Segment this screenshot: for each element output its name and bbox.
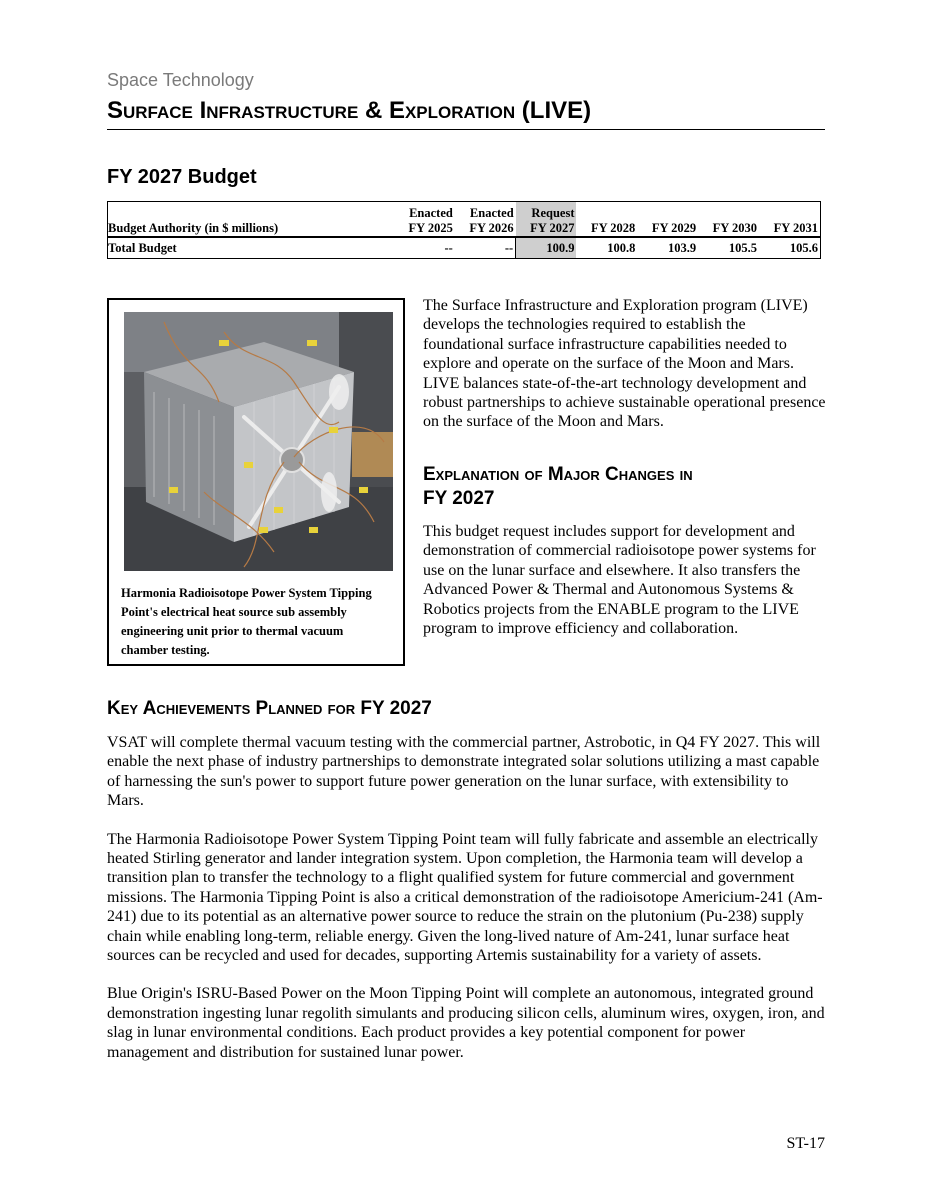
- budget-cell: --: [394, 237, 455, 259]
- budget-column-header: FY 2028: [576, 202, 637, 238]
- budget-cell: 105.6: [759, 237, 821, 259]
- budget-column-header-request: Request FY 2027: [516, 202, 577, 238]
- budget-column-header: FY 2031: [759, 202, 821, 238]
- budget-row-total: [108, 237, 821, 259]
- changes-paragraph: This budget request includes support for development and demonstration of commercial radioisotope power systems for use on the lunar surface and elsewhere. It also transfers the Advanced Power & Thermal and Autonomous Systems & Robotics projects from the ENABLE program to the LIVE program to improve efficiency and collaboration.: [423, 523, 816, 638]
- budget-cell: 103.9: [637, 237, 698, 259]
- budget-column-header: Enacted FY 2026: [455, 202, 516, 238]
- page-number: ST-17: [786, 1135, 825, 1152]
- section-label: Space Technology: [107, 70, 254, 90]
- achievement-paragraph: VSAT will complete thermal vacuum testing with the commercial partner, Astrobotic, in Q4 FY 2027. This will enable the next phase of industry partnerships to demonstrate integrated solar solutions utilizing a mast capable of harnessing the sun's power to support future power generation on the lunar surface, with extensibility to Mars.: [107, 734, 821, 810]
- budget-cell-request: 100.9: [516, 237, 577, 259]
- intro-paragraph: The Surface Infrastructure and Exploration program (LIVE) develops the technologies required to establish the foundational surface infrastructure capabilities needed to explore and operate on the surface of the Moon and Mars. LIVE balances state-of-the-art technology development and robust partnerships to achieve sustainable operational presence on the surface of the Moon and Mars.: [423, 297, 826, 431]
- hardware-photo: [124, 312, 393, 571]
- document-page: [107, 0, 825, 1200]
- budget-table: [107, 201, 821, 259]
- budget-column-header: FY 2030: [698, 202, 759, 238]
- budget-header-row: [108, 202, 821, 238]
- figure-caption: Harmonia Radioisotope Power System Tipping Point's electrical heat source sub assembly engineering unit prior to thermal vacuum chamber testing.: [121, 586, 372, 657]
- budget-cell: 105.5: [698, 237, 759, 259]
- achievement-paragraph: The Harmonia Radioisotope Power System Tipping Point team will fully fabricate and assemble an electrically heated Stirling generator and lander integration system. Upon completion, the Harmonia team will develop a transition plan to transfer the technology to a flight qualified system for future commercial and government missions. The Harmonia Tipping Point is also a critical demonstration of the radioisotope Americium-241 (Am-241) due to its potential as an alternative power source to reduce the strain on the plutonium (Pu-238) supply chain while enabling long-term, reliable energy. Given the long-lived nature of Am-241, lunar surface heat sources can be recycled and used for decades, supporting Artemis sustainability for a variety of assets.: [107, 830, 823, 965]
- achievement-paragraph: Blue Origin's ISRU-Based Power on the Moon Tipping Point will complete an autonomous, integrated ground demonstration ingesting lunar regolith simulants and producing silicon cells, aluminum wires, oxygen, iron, and slag in lunar environmental conditions. Each product provides a key potential component for power management and distribution for sustained lunar power.: [107, 985, 825, 1061]
- key-achievements-body: [107, 733, 827, 1081]
- budget-column-header: Enacted FY 2025: [394, 202, 455, 238]
- budget-label-header: Budget Authority (in $ millions): [108, 202, 395, 238]
- budget-cell: --: [455, 237, 516, 259]
- key-achievements-heading: Key Achievements Planned for FY 2027: [107, 698, 432, 719]
- figure-box: [107, 298, 405, 666]
- budget-column-header: FY 2029: [637, 202, 698, 238]
- budget-row-label: Total Budget: [108, 240, 177, 255]
- changes-heading: Explanation of Major Changes in FY 2027: [423, 464, 693, 509]
- page-title: Surface Infrastructure & Exploration (LIVE): [107, 95, 825, 130]
- budget-cell: 100.8: [576, 237, 637, 259]
- budget-heading: FY 2027 Budget: [107, 166, 257, 188]
